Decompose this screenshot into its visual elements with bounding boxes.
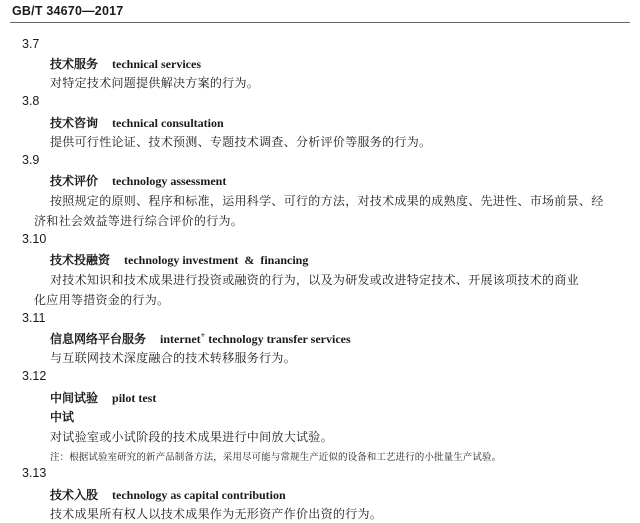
term-en: technology investment & financing <box>124 253 309 267</box>
term-en: technology as capital contribution <box>112 488 286 502</box>
term-en-suffix: technology transfer services <box>205 332 351 346</box>
definition-line: 化应用等措资金的行为。 <box>34 293 170 307</box>
header-rule <box>10 22 630 23</box>
definition-line: 济和社会效益等进行综合评价的行为。 <box>34 214 244 228</box>
definition-line: 技术成果所有权人以技术成果作为无形资产作价出资的行为。 <box>50 507 383 521</box>
definition-line: 按照规定的原则、程序和标准，运用科学、可行的方法，对技术成果的成熟度、先进性、市场前景、经 <box>50 194 604 208</box>
clause-number: 3.7 <box>22 37 40 51</box>
definition-line: 对试验室或小试阶段的技术成果进行中间放大试验。 <box>50 430 333 444</box>
term-en: technical consultation <box>112 116 224 130</box>
term-en: technology assessment <box>112 174 227 188</box>
clause-number: 3.12 <box>22 369 47 383</box>
term-zh: 技术服务 <box>50 57 99 71</box>
term-zh: 信息网络平台服务 <box>50 332 147 346</box>
term-heading <box>50 389 156 406</box>
term-heading <box>50 330 351 347</box>
note-line: 注：根据试验室研究的新产品制备方法，采用尽可能与常规生产近似的设备和工艺进行的小批量生产试验。 <box>50 452 502 463</box>
term-en <box>160 332 351 346</box>
term-zh: 技术评价 <box>50 174 99 188</box>
definition-line: 与互联网技术深度融合的技术转移服务行为。 <box>50 351 297 365</box>
term-en: pilot test <box>112 391 157 405</box>
term-heading <box>50 486 286 503</box>
standard-number-header: GB/T 34670—2017 <box>12 4 124 18</box>
term-synonym: 中试 <box>50 410 75 424</box>
term-en: technical services <box>112 57 201 71</box>
clause-number: 3.13 <box>22 466 47 480</box>
term-en-prefix: internet <box>160 332 201 346</box>
clause-number: 3.11 <box>22 311 46 325</box>
term-heading <box>50 172 226 189</box>
definition-line: 对特定技术问题提供解决方案的行为。 <box>50 76 260 90</box>
term-zh: 技术咨询 <box>50 116 99 130</box>
clause-number: 3.8 <box>22 94 40 108</box>
term-zh: 技术投融资 <box>50 253 111 267</box>
clause-number: 3.10 <box>22 232 47 246</box>
term-zh: 技术入股 <box>50 488 99 502</box>
term-heading <box>50 251 308 268</box>
term-heading <box>50 114 224 131</box>
definition-line: 对技术知识和技术成果进行投资或融资的行为，以及为研发或改进特定技术、开展该项技术的商业 <box>50 273 579 287</box>
term-zh: 中间试验 <box>50 391 99 405</box>
definition-line: 提供可行性论证、技术预测、专题技术调查、分析评价等服务的行为。 <box>50 135 432 149</box>
clause-number: 3.9 <box>22 153 40 167</box>
term-en-superscript: + <box>200 331 206 340</box>
term-heading <box>50 55 201 72</box>
